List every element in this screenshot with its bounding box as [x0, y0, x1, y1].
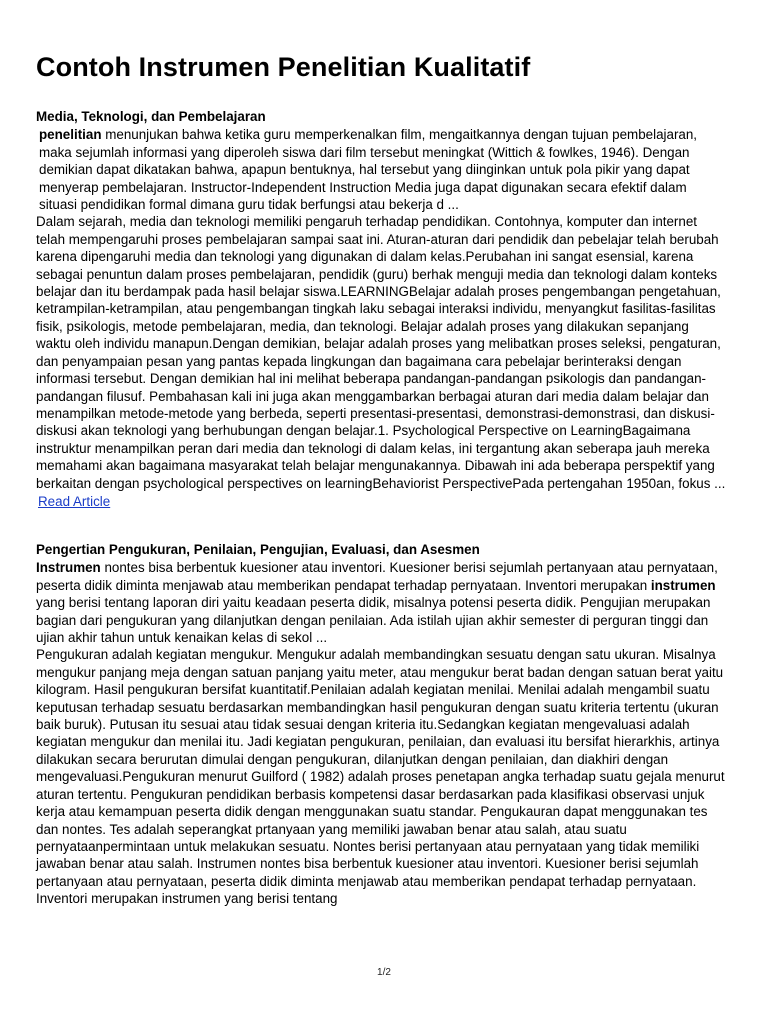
read-article-link[interactable]: Read Article: [38, 493, 111, 509]
article-section-pengukuran: [36, 541, 726, 908]
excerpt-text: nontes bisa berbentuk kuesioner atau inventori. Kuesioner berisi sejumlah pertanyaan atau pernyataan, peserta didik diminta menjawab atau memberikan pendapat terhadap pernyataan. Inventori merupakan: [36, 560, 718, 593]
keyword-highlight: instrumen: [650, 577, 716, 593]
article-section-media: [36, 108, 726, 510]
section-excerpt: [36, 126, 726, 213]
section-body: Pengukuran adalah kegiatan mengukur. Mengukur adalah membandingkan sesuatu dengan satu ukuran. Misalnya mengukur panjang meja dengan satuan panjang yaitu meter, atau mengukur berat badan dengan satuan berat yaitu kilogram. Hasil pengukuran bersifat kuantitatif.Penilaian adalah kegiatan menilai. Menilai adalah mengambil suatu keputusan terhadap sesuatu berdasarkan membandingkan hasil pengukuran dengan suatu kriteria tertentu (ukuran baik buruk). Putusan itu sesuai atau tidak sesuai dengan kriteria itu.Sedangkan kegiatan mengevaluasi adalah kegiatan mengukur dan menilai itu. Jadi kegiatan pengukuran, penilaian, dan evaluasi itu bersifat hierarkhis, artinya dilakukan secara berurutan dimulai dengan pengukuran, dilanjutkan dengan penilaian, dan diakhiri dengan mengevaluasi.Pengukuran menurut Guilford ( 1982) adalah proses penetapan angka terhadap suatu gejala menurut aturan tertentu. Pengukuran pendidikan berbasis kompetensi dasar berdasarkan pada klasifikasi observasi unjuk kerja atau kemampuan peserta didik dengan menggunakan suatu standar. Pengukauran dapat menggunakan tes dan nontes. Tes adalah seperangkat prtanyaan yang memiliki jawaban benar atau salah, atau suatu pernyataanpermintaan untuk melakukan sesuatu. Nontes berisi pertanyaan atau pernyataan yang tidak memiliki jawaban benar atau salah. Instrumen nontes bisa berbentuk kuesioner atau inventori. Kuesioner berisi sejumlah pertanyaan atau pernyataan, peserta didik diminta menjawab atau memberikan pendapat terhadap pernyataan. Inventori merupakan instrumen yang berisi tentang: [36, 647, 725, 907]
excerpt-text: yang berisi tentang laporan diri yaitu keadaan peserta didik, misalnya potensi peserta didik. Pengujian merupakan bagian dari pengukuran yang dilanjutkan dengan penilaian. Ada istilah ujian akhir semester di perguran tinggi dan ujian akhir tahun untuk kenaikan kelas di sekol ...: [36, 595, 711, 646]
section-excerpt: [36, 559, 726, 646]
section-heading: Media, Teknologi, dan Pembelajaran: [36, 109, 266, 124]
section-body: Dalam sejarah, media dan teknologi memiliki pengaruh terhadap pendidikan. Contohnya, komputer dan internet telah mempengaruhi proses pembelajaran sampai saat ini. Aturan-aturan dari pendidik dan pebelajar telah berubah karena dipengaruhi media dan teknologi yang digunakan di dalam kelas.Perubahan ini sangat esensial, karena sebagai penuntun dalam proses pembelajaran, pendidik (guru) berhak menguji media dan teknologi dalam konteks belajar dan itu berdampak pada hasil belajar siswa.LEARNINGBelajar adalah proses pengembangan pengetahuan, ketrampilan-ketrampilan, atau pengembangan tingkah laku sebagai interaksi individu, menyangkut fasilitas-fasilitas fisik, psikologis, metode pembelajaran, media, dan teknologi. Belajar adalah proses yang dilakukan sepanjang waktu oleh individu manapun.Dengan demikian, belajar adalah proses yang melibatkan proses seleksi, pengaturan, dan penyampaian pesan yang pantas kepada lingkungan dan bagaimana cara pebelajar berinteraksi dengan informasi tersebut. Dengan demikian hal ini melihat beberapa pandangan-pandangan psikologis dan pandangan-pandangan filusuf. Pembahasan kali ini juga akan menggambarkan berbagai aturan dari media dalam belajar dan menampilkan metode-metode yang berbeda, seperti presentasi-presentasi, demonstrasi-demonstrasi, dan diskusi-diskusi akan teknologi yang berhubungan dengan belajar.1. Psychological Perspective on LearningBagaimana instruktur menampilkan peran dari media dan teknologi di dalam kelas, ini tergantung akan seberapa jauh mereka memahami akan bagaimana masyarakat telah belajar mengunakannya. Dibawah ini ada beberapa perspektif yang berkaitan dengan psychological perspectives on learningBehaviorist PerspectivePada pertengahan 1950an, fokus ...: [36, 214, 726, 491]
page-title: Contoh Instrumen Penelitian Kualitatif: [36, 52, 531, 82]
section-heading: Pengertian Pengukuran, Penilaian, Pengujian, Evaluasi, dan Asesmen: [36, 542, 480, 557]
keyword-highlight: Instrumen: [36, 560, 101, 576]
page-number: 1/2: [377, 967, 391, 978]
excerpt-text: menunjukan bahwa ketika guru memperkenalkan film, mengaitkannya dengan tujuan pembelajaran, maka sejumlah informasi yang diperoleh siswa dari film tersebut meningkat (Wittich & fowlkes, 1946). Dengan demikian dapat dikatakan bahwa, apapun bentuknya, hal tersebut yang diinginkan untuk pola pikir yang dapat menyerap pembelajaran. Instructor-Independent Instruction Media juga dapat digunakan secara efektif dalam situasi pendidikan formal dimana guru tidak berfungsi atau bekerja d ...: [39, 127, 698, 213]
keyword-highlight: penelitian: [39, 127, 102, 143]
